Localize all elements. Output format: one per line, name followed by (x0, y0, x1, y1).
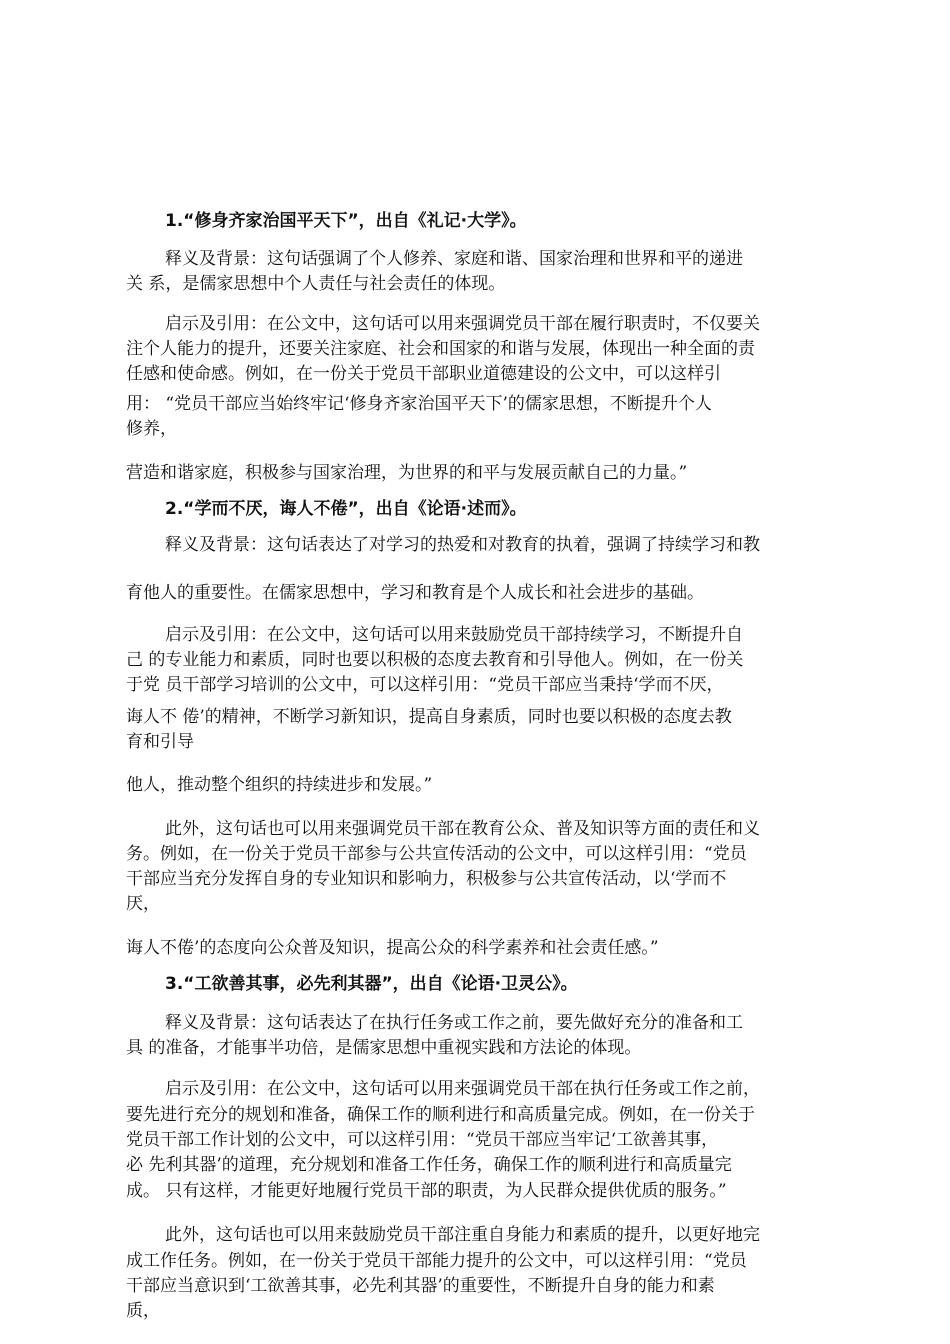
paragraph-line: 营造和谐家庭，积极参与国家治理，为世界的和平与发展贡献自己的力量。” (126, 463, 688, 483)
paragraph-line: 干部应当充分发挥自身的专业知识和影响力，积极参与公共宣传活动，以‘学而不 (126, 869, 727, 889)
paragraph-line: 关 系，是儒家思想中个人责任与社会责任的体现。 (126, 274, 506, 294)
paragraph-line: 启示及引用：在公文中，这句话可以用来强调党员干部在履行职责时，不仅要关 (165, 314, 760, 334)
paragraph-line: 诲人不倦’的态度向公众普及知识，提高公众的科学素养和社会责任感。” (126, 938, 659, 958)
paragraph-line: 启示及引用：在公文中，这句话可以用来鼓励党员干部持续学习，不断提升自 (165, 625, 743, 645)
paragraph-line: 务。例如，在一份关于党员干部参与公共宣传活动的公文中，可以这样引用：“党员 (126, 844, 747, 864)
paragraph-line: 此外，这句话也可以用来鼓励党员干部注重自身能力和素质的提升，以更好地完 (165, 1225, 760, 1245)
paragraph-line: 他人，推动整个组织的持续进步和发展。” (126, 775, 433, 795)
paragraph-line: 具 的准备，才能事半功倍，是儒家思想中重视实践和方法论的体现。 (126, 1038, 642, 1058)
paragraph-line: 此外，这句话也可以用来强调党员干部在教育公众、普及知识等方面的责任和义 (165, 819, 760, 839)
paragraph-line: 必 先利其器’的道理，充分规划和准备工作任务，确保工作的顺利进行和高质量完 (126, 1155, 732, 1175)
section-heading: 3.“工欲善其事，必先利其器”，出自《论语·卫灵公》。 (165, 974, 578, 994)
paragraph-line: 党员干部工作计划的公文中，可以这样引用：“党员干部应当牢记‘工欲善其事， (126, 1130, 719, 1150)
paragraph-line: 成工作任务。例如，在一份关于党员干部能力提升的公文中，可以这样引用：“党员 (126, 1251, 747, 1271)
paragraph-line: 任感和使命感。例如，在一份关于党员干部职业道德建设的公文中，可以这样引 (126, 364, 721, 384)
paragraph-line: 于党 员干部学习培训的公文中，可以这样引用：“党员干部应当秉持‘学而不厌， (126, 675, 724, 695)
paragraph-line: 质， (126, 1301, 160, 1321)
paragraph-line: 修养， (126, 419, 177, 439)
paragraph-line: 释义及背景：这句话表达了对学习的热爱和对教育的执着，强调了持续学习和教 (165, 535, 760, 555)
paragraph-line: 己 的专业能力和素质，同时也要以积极的态度去教育和引导他人。例如，在一份关 (126, 650, 744, 670)
paragraph-line: 用： “党员干部应当始终牢记‘修身齐家治国平天下’的儒家思想，不断提升个人 (126, 394, 712, 414)
paragraph-line: 注个人能力的提升，还要关注家庭、社会和国家的和谐与发展，体现出一种全面的责 (126, 339, 755, 359)
section-heading: 1.“修身齐家治国平天下”，出自《礼记·大学》。 (165, 211, 527, 231)
paragraph-line: 要先进行充分的规划和准备，确保工作的顺利进行和高质量完成。例如，在一份关于 (126, 1105, 755, 1125)
paragraph-line: 启示及引用：在公文中，这句话可以用来强调党员干部在执行任务或工作之前， (165, 1079, 760, 1099)
section-heading: 2.“学而不厌，诲人不倦”，出自《论语·述而》。 (165, 499, 527, 519)
paragraph-line: 诲人不 倦’的精神，不断学习新知识，提高自身素质，同时也要以积极的态度去教 (126, 707, 732, 727)
paragraph-line: 厌， (126, 894, 160, 914)
paragraph-line: 释义及背景：这句话强调了个人修养、家庭和谐、国家治理和世界和平的递进 (165, 249, 743, 269)
paragraph-line: 干部应当意识到‘工欲善其事，必先利其器’的重要性，不断提升自身的能力和素 (126, 1276, 715, 1296)
paragraph-line: 育他人的重要性。在儒家思想中，学习和教育是个人成长和社会进步的基础。 (126, 583, 704, 603)
paragraph-line: 成。 只有这样，才能更好地履行党员干部的职责，为人民群众提供优质的服务。” (126, 1181, 727, 1201)
paragraph-line: 育和引导 (126, 732, 194, 752)
paragraph-line: 释义及背景：这句话表达了在执行任务或工作之前，要先做好充分的准备和工 (165, 1013, 743, 1033)
